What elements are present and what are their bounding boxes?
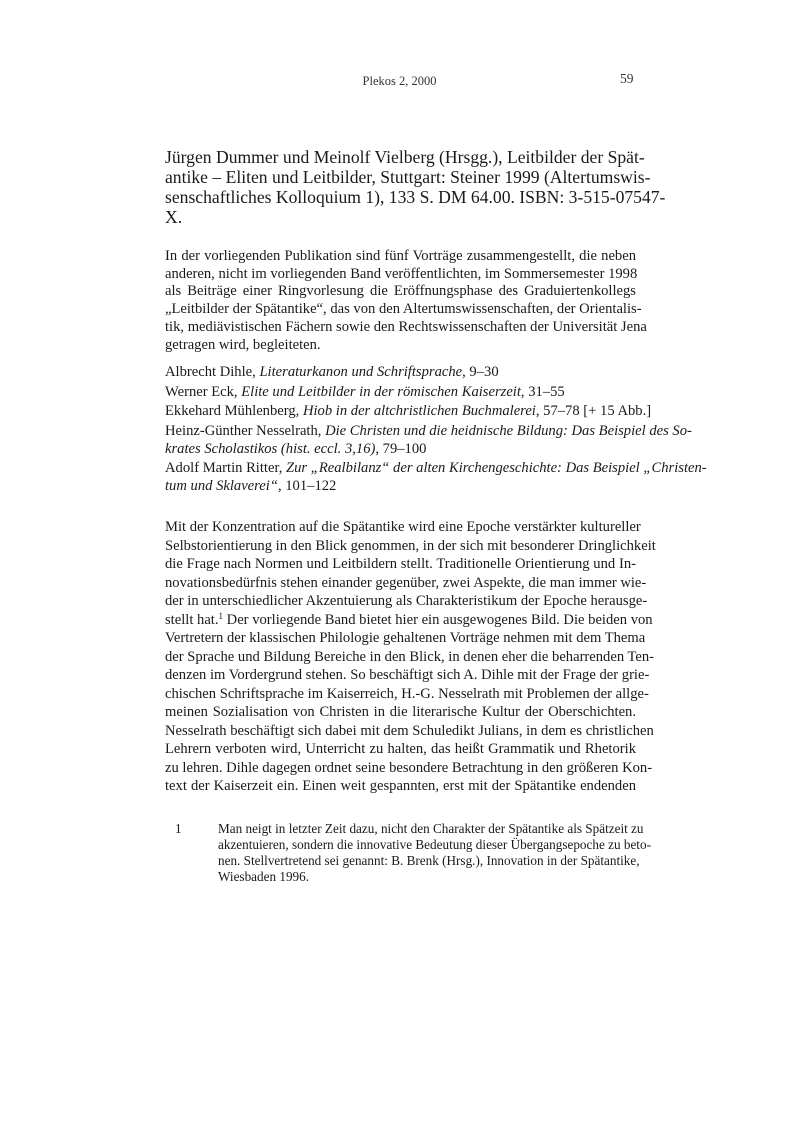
text-line: als Beiträge einer Ringvorlesung die Eröffnungsphase des Graduiertenkollegs: [165, 283, 636, 300]
main-paragraph: [165, 518, 656, 796]
text-line: die Frage nach Normen und Leitbildern stellt. Traditionelle Orientierung und In-: [165, 556, 636, 572]
contents-entry: [165, 363, 636, 381]
text-line: Lehrern verboten wird, Unterricht zu halten, das heißt Grammatik und Rhetorik: [165, 741, 636, 757]
entry-title: Die Christen und die heidnische Bildung: Das Beispiel des So-: [325, 422, 692, 439]
text-line: [165, 422, 692, 440]
contents-list: [165, 363, 707, 497]
text-line: [165, 459, 707, 477]
footnote-number: 1: [175, 821, 182, 836]
text-line: In der vorliegenden Publikation sind fünf Vorträge zusammengestellt, die neben: [165, 248, 636, 264]
footnote-reference[interactable]: 1: [218, 610, 224, 621]
text-line: akzentuieren, sondern die innovative Bedeutung dieser Übergangsepoche zu beto-: [218, 837, 651, 852]
text-line: denzen im Vordergrund stehen. So beschäftigt sich A. Dihle mit der Frage der grie-: [165, 667, 650, 683]
text-line: Selbstorientierung in den Blick genommen, in der sich mit besonderer Dringlichkeit: [165, 537, 656, 554]
text-line: Man neigt in letzter Zeit dazu, nicht den Charakter der Spätantike als Spätzeit zu: [218, 821, 644, 836]
text-line: der in unterschiedlicher Akzentuierung als Charakteristikum der Epoche herausge-: [165, 593, 648, 609]
entry-text: Ekkehard Mühlenberg,: [165, 403, 303, 419]
text-line: [165, 363, 636, 381]
text-line: novationsbedürfnis stehen einander gegenüber, zwei Aspekte, die man immer wie-: [165, 574, 647, 591]
text-line: Jürgen Dummer und Meinolf Vielberg (Hrsgg.), Leitbilder der Spät-: [165, 147, 645, 167]
entry-title: Hiob in der altchristlichen Buchmalerei: [302, 403, 536, 419]
text-line: getragen wird, begleiteten.: [165, 336, 321, 353]
text-line: [165, 477, 636, 495]
review-title: [165, 147, 666, 227]
entry-title: Elite und Leitbilder in der römischen Kaiserzeit: [241, 383, 521, 400]
running-head: Plekos 2, 2000: [362, 74, 437, 88]
text-line: senschaftliches Kolloquium 1), 133 S. DM 64.00. ISBN: 3-515-07547-: [165, 187, 666, 207]
entry-text: , 101–122: [277, 478, 337, 494]
text-line: antike – Eliten und Leitbilder, Stuttgart: Steiner 1999 (Altertumswis-: [165, 167, 651, 187]
entry-title: tum und Sklaverei“: [165, 478, 278, 494]
entry-text: Adolf Martin Ritter,: [165, 460, 287, 476]
entry-text: , 57–78 [+ 15 Abb.]: [535, 403, 652, 419]
text-line: zu lehren. Dihle dagegen ordnet seine besondere Betrachtung in den größeren Kon-: [165, 759, 653, 776]
text-line: text der Kaiserzeit ein. Einen weit gespannten, erst mit der Spätantike endenden: [165, 778, 636, 794]
text-line: [165, 440, 636, 458]
text-line: der Sprache und Bildung Bereiche in den Blick, in denen eher die beharrenden Ten-: [165, 648, 655, 665]
text-line: Nesselrath beschäftigt sich dabei mit dem Schuledikt Julians, in dem es christlichen: [165, 722, 654, 739]
entry-text: , 31–55: [520, 383, 565, 400]
text-line: „Leitbilder der Spätantike“, das von den Altertumswissenschaften, der Orientalis-: [165, 301, 642, 318]
text-line: [165, 383, 636, 401]
text-line: meinen Sozialisation von Christen in die literarische Kultur der Oberschichten.: [165, 704, 636, 720]
entry-text: Albrecht Dihle,: [165, 364, 260, 380]
contents-entry: [165, 402, 652, 420]
contents-entry: [165, 422, 692, 458]
text-line: nen. Stellvertretend sei genannt: B. Brenk (Hrsg.), Innovation in der Spätantike,: [218, 853, 640, 868]
text-segment: Der vorliegende Band bietet hier ein ausgewogenes Bild. Die beiden von: [223, 611, 653, 628]
contents-entry: [165, 459, 707, 495]
entry-text: , 9–30: [462, 364, 499, 380]
entry-title: Zur „Realbilanz“ der alten Kirchengeschichte: Das Beispiel „Christen-: [286, 460, 707, 476]
text-line: anderen, nicht im vorliegenden Band veröffentlichten, im Sommersemester 1998: [165, 265, 638, 282]
entry-text: Heinz-Günther Nesselrath,: [165, 422, 326, 439]
text-line: [165, 402, 652, 420]
footnote-text: [218, 821, 651, 885]
entry-title: Literaturkanon und Schriftsprache: [259, 364, 463, 380]
page-number: 59: [620, 71, 634, 86]
text-line: X.: [165, 207, 183, 227]
text-line: Wiesbaden 1996.: [218, 869, 310, 884]
entry-title: krates Scholastikos (hist. eccl. 3,16): [165, 440, 376, 457]
intro-paragraph: [165, 248, 647, 354]
entry-text: Werner Eck,: [165, 383, 242, 400]
text-line: chischen Schriftsprache im Kaiserreich, H.-G. Nesselrath mit Problemen der allge-: [165, 685, 649, 702]
contents-entry: [165, 383, 636, 401]
text-line: tik, mediävistischen Fächern sowie den Rechtswissenschaften der Universität Jena: [165, 318, 647, 335]
text-segment: stellt hat.: [165, 611, 219, 628]
text-line: Vertretern der klassischen Philologie gehaltenen Vorträge nehmen mit dem Thema: [165, 630, 646, 646]
entry-text: , 79–100: [375, 440, 427, 457]
text-line: Mit der Konzentration auf die Spätantike wird eine Epoche verstärkter kultureller: [165, 519, 641, 535]
text-line: [165, 610, 653, 630]
